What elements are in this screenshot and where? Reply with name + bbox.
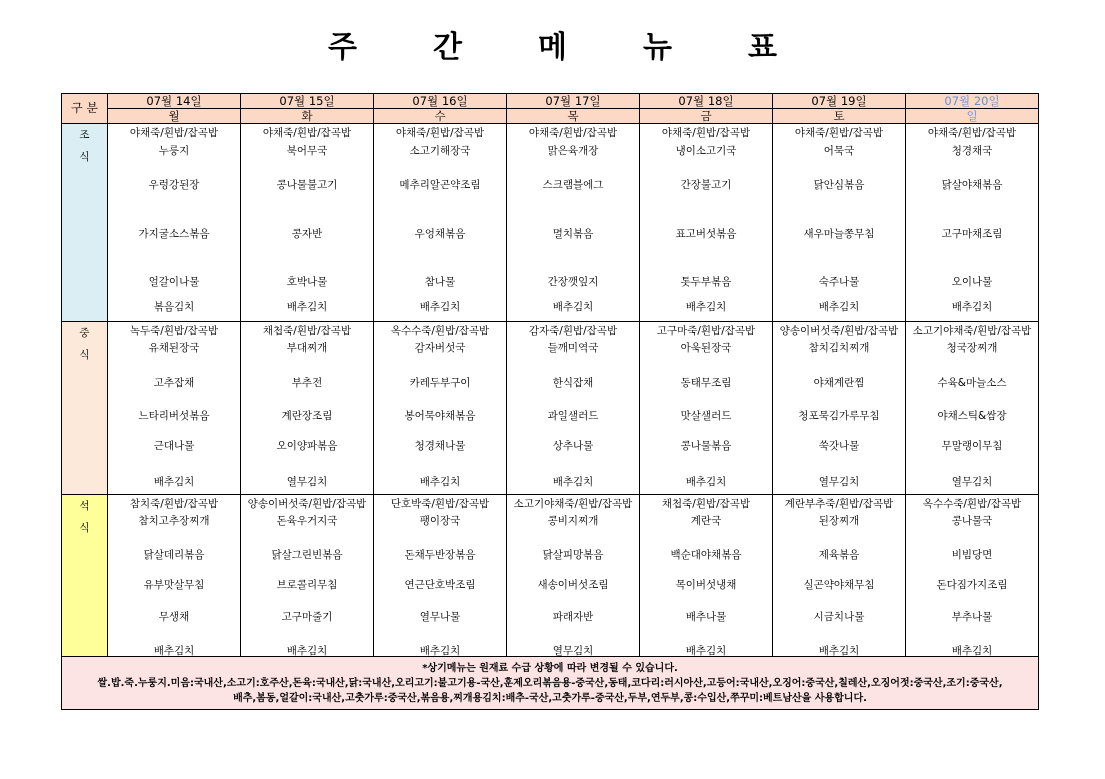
menu-item: 과일샐러드 — [547, 410, 599, 422]
menu-item: 배추김치 — [685, 645, 727, 657]
menu-item: 팽이장국 — [419, 515, 461, 527]
menu-item: 배추김치 — [951, 301, 993, 313]
menu-item: 콩자반 — [291, 228, 323, 240]
title-char: 주 — [328, 30, 358, 65]
menu-item: 얼갈이나물 — [148, 276, 200, 288]
menu-item: 닭살야채볶음 — [941, 179, 1003, 191]
menu-item: 근대나물 — [153, 440, 195, 452]
menu-cell — [241, 124, 374, 322]
day-header — [241, 94, 374, 124]
menu-item: 실곤약야채무침 — [803, 579, 875, 591]
menu-item: 새우마늘쫑무침 — [803, 228, 875, 240]
notice-line: *상기메뉴는 원재료 수급 상황에 따라 변경될 수 있습니다. — [422, 662, 678, 674]
menu-item: 참치죽/흰밥/잡곡밥 — [129, 498, 219, 510]
menu-item: 닭안심볶음 — [813, 179, 865, 191]
menu-item: 감자버섯국 — [414, 342, 466, 354]
menu-item: 배추김치 — [818, 645, 860, 657]
menu-item: 열무김치 — [951, 476, 993, 488]
menu-item: 돈다짐가지조림 — [936, 579, 1008, 591]
menu-item: 소고기야채죽/흰밥/잡곡밥 — [513, 498, 633, 510]
menu-cell — [640, 124, 773, 322]
menu-item: 목이버섯냉채 — [675, 579, 737, 591]
menu-item: 배추김치 — [552, 301, 594, 313]
menu-item: 봉어묵야채볶음 — [404, 410, 476, 422]
menu-item: 고구마채조림 — [941, 228, 1003, 240]
menu-item: 닭살그린빈볶음 — [271, 549, 343, 561]
meal-label — [62, 322, 108, 495]
meal-label-char: 석 — [79, 500, 90, 512]
menu-item: 쑥갓나물 — [818, 440, 860, 452]
menu-item: 청경채국 — [951, 145, 993, 157]
menu-item: 맛살샐러드 — [680, 410, 732, 422]
menu-item: 배추김치 — [153, 476, 195, 488]
header-row — [62, 94, 1039, 124]
title-char: 간 — [433, 30, 462, 65]
breakfast-row — [62, 124, 1039, 322]
menu-item: 부대찌개 — [286, 342, 328, 354]
day-header — [108, 94, 241, 124]
date-label: 07월 18일 — [640, 94, 772, 109]
date-label: 07월 19일 — [773, 94, 905, 109]
menu-cell — [773, 495, 906, 657]
menu-item: 소고기해장국 — [409, 145, 471, 157]
date-label: 07월 14일 — [108, 94, 240, 109]
notice-cell — [62, 657, 1039, 710]
menu-item: 야채죽/흰밥/잡곡밥 — [129, 127, 219, 139]
menu-item: 야채죽/흰밥/잡곡밥 — [661, 127, 751, 139]
menu-item: 녹두죽/흰밥/잡곡밥 — [129, 325, 219, 337]
menu-item: 야채죽/흰밥/잡곡밥 — [927, 127, 1017, 139]
menu-item: 청국장찌개 — [946, 342, 998, 354]
menu-item: 양송이버섯죽/흰밥/잡곡밥 — [779, 325, 899, 337]
menu-item: 콩나물볶음 — [680, 440, 732, 452]
menu-item: 표고버섯볶음 — [675, 228, 737, 240]
menu-item: 청경채나물 — [414, 440, 466, 452]
weekday-label: 토 — [833, 109, 845, 123]
menu-item: 파래자반 — [552, 611, 594, 623]
menu-item: 새송이버섯조림 — [537, 579, 609, 591]
menu-cell — [108, 322, 241, 495]
menu-item: 동태무조림 — [680, 377, 732, 389]
menu-cell — [374, 124, 507, 322]
day-header — [507, 94, 640, 124]
menu-item: 메추리알곤약조림 — [399, 179, 481, 191]
menu-cell — [241, 322, 374, 495]
menu-item: 들깨미역국 — [547, 342, 599, 354]
menu-item: 야채죽/흰밥/잡곡밥 — [528, 127, 618, 139]
menu-cell — [507, 495, 640, 657]
menu-item: 참치고추장찌개 — [138, 515, 210, 527]
weekday-label: 목 — [567, 109, 579, 123]
lunch-row — [62, 322, 1039, 495]
menu-item: 배추김치 — [419, 645, 461, 657]
page-title — [0, 22, 1105, 66]
day-header — [773, 94, 906, 124]
menu-item: 닭살데리볶음 — [143, 549, 205, 561]
menu-item: 유부맛살무침 — [143, 579, 205, 591]
menu-item: 누룽지 — [158, 145, 190, 157]
menu-item: 상추나물 — [552, 440, 594, 452]
meal-label-char: 식 — [79, 151, 90, 163]
menu-item: 청포묵김가루무침 — [798, 410, 880, 422]
menu-item: 열무김치 — [818, 476, 860, 488]
menu-item: 브로콜리무침 — [276, 579, 338, 591]
meal-label-char: 중 — [79, 327, 90, 339]
menu-item: 맑은육개장 — [547, 145, 599, 157]
menu-item: 느타리버섯볶음 — [138, 410, 210, 422]
gubun-header: 구 분 — [62, 94, 108, 124]
day-header — [906, 94, 1039, 124]
meal-label-char: 조 — [79, 129, 90, 141]
footer-row — [62, 657, 1039, 710]
menu-item: 야채스틱&쌈장 — [937, 410, 1007, 422]
title-char: 표 — [747, 30, 777, 65]
menu-item: 우렁강된장 — [148, 179, 200, 191]
menu-item: 된장찌개 — [818, 515, 860, 527]
menu-cell — [906, 322, 1039, 495]
menu-cell — [374, 495, 507, 657]
menu-cell — [108, 124, 241, 322]
menu-item: 참치김치찌개 — [808, 342, 870, 354]
menu-item: 열무김치 — [286, 476, 328, 488]
menu-item: 배추김치 — [685, 476, 727, 488]
menu-item: 간장불고기 — [680, 179, 732, 191]
menu-item: 배추김치 — [818, 301, 860, 313]
menu-item: 배추김치 — [419, 476, 461, 488]
menu-item: 북어무국 — [286, 145, 328, 157]
menu-item: 야채죽/흰밥/잡곡밥 — [794, 127, 884, 139]
menu-item: 연근단호박조림 — [404, 579, 476, 591]
origin-line: 쌀.밥.죽.누룽지.미음:국내산,소고기:호주산,돈육:국내산,닭:국내산,오리고기:불고기용-국산,훈제오리볶음용-중국산,동태,코다리:러시아산,고등어:국내산,오징어:중국산,칠레산,오징어젓:중국산,조기:중국산, — [97, 677, 1003, 689]
menu-item: 멸치볶음 — [552, 228, 594, 240]
meal-label — [62, 124, 108, 322]
menu-item: 수육&마늘소스 — [937, 377, 1007, 389]
menu-item: 무생채 — [158, 611, 190, 623]
menu-cell — [241, 495, 374, 657]
menu-item: 계란부추죽/흰밥/잡곡밥 — [784, 498, 894, 510]
weekday-label: 수 — [434, 109, 446, 123]
menu-item: 돈채두반장볶음 — [404, 549, 476, 561]
weekday-label: 화 — [301, 109, 313, 123]
menu-item: 옥수수죽/흰밥/잡곡밥 — [390, 325, 490, 337]
menu-item: 채첩죽/흰밥/잡곡밥 — [262, 325, 352, 337]
menu-item: 콩나물불고기 — [276, 179, 338, 191]
meal-label-char: 식 — [79, 349, 90, 361]
menu-item: 유채된장국 — [148, 342, 200, 354]
menu-item: 시금치나물 — [813, 611, 865, 623]
weekly-menu-table — [61, 93, 1039, 710]
menu-item: 냉이소고기국 — [675, 145, 737, 157]
menu-item: 계란장조림 — [281, 410, 333, 422]
menu-item: 배추김치 — [685, 301, 727, 313]
menu-item: 비빔당면 — [951, 549, 993, 561]
menu-item: 부추나물 — [951, 611, 993, 623]
menu-item: 고추잡채 — [153, 377, 195, 389]
menu-cell — [507, 322, 640, 495]
menu-item: 닭살피망볶음 — [542, 549, 604, 561]
menu-item: 카레두부구이 — [409, 377, 471, 389]
menu-item: 야채죽/흰밥/잡곡밥 — [262, 127, 352, 139]
menu-item: 콩나물국 — [951, 515, 993, 527]
menu-cell — [640, 322, 773, 495]
menu-item: 가지굴소스볶음 — [138, 228, 210, 240]
menu-item: 볶음김치 — [153, 301, 195, 313]
menu-item: 옥수수죽/흰밥/잡곡밥 — [922, 498, 1022, 510]
weekday-label: 금 — [700, 109, 712, 123]
menu-cell — [773, 124, 906, 322]
meal-label — [62, 495, 108, 657]
day-header — [640, 94, 773, 124]
title-char: 뉴 — [642, 30, 672, 65]
title-char: 메 — [538, 30, 567, 65]
menu-item: 제육볶음 — [818, 549, 860, 561]
menu-cell — [507, 124, 640, 322]
weekday-label: 월 — [168, 109, 180, 123]
dinner-row — [62, 495, 1039, 657]
menu-item: 단호박죽/흰밥/잡곡밥 — [390, 498, 490, 510]
menu-item: 참나물 — [424, 276, 456, 288]
menu-item: 배추김치 — [951, 645, 993, 657]
menu-item: 오이나물 — [951, 276, 993, 288]
menu-item: 채첩죽/흰밥/잡곡밥 — [661, 498, 751, 510]
menu-item: 오이양파볶음 — [276, 440, 338, 452]
menu-item: 숙주나물 — [818, 276, 860, 288]
menu-item: 스크램블에그 — [542, 179, 604, 191]
menu-item: 고구마죽/흰밥/잡곡밥 — [656, 325, 756, 337]
date-label: 07월 20일 — [906, 94, 1038, 109]
day-header — [374, 94, 507, 124]
menu-item: 어묵국 — [823, 145, 855, 157]
menu-item: 아욱된장국 — [680, 342, 732, 354]
menu-item: 톳두부볶음 — [680, 276, 732, 288]
menu-cell — [374, 322, 507, 495]
menu-item: 콩비지찌개 — [547, 515, 599, 527]
menu-item: 배추김치 — [552, 476, 594, 488]
menu-item: 간장깻잎지 — [547, 276, 599, 288]
menu-item: 야채죽/흰밥/잡곡밥 — [395, 127, 485, 139]
menu-item: 우엉채볶음 — [414, 228, 466, 240]
menu-item: 열무나물 — [419, 611, 461, 623]
menu-cell — [906, 124, 1039, 322]
menu-cell — [640, 495, 773, 657]
menu-item: 소고기야채죽/흰밥/잡곡밥 — [912, 325, 1032, 337]
menu-item: 감자죽/흰밥/잡곡밥 — [528, 325, 618, 337]
menu-item: 백순대야채볶음 — [670, 549, 742, 561]
date-label: 07월 16일 — [374, 94, 506, 109]
menu-cell — [108, 495, 241, 657]
menu-item: 배추나물 — [685, 611, 727, 623]
menu-item: 고구마줄기 — [281, 611, 333, 623]
menu-item: 열무김치 — [552, 645, 594, 657]
menu-cell — [906, 495, 1039, 657]
menu-cell — [773, 322, 906, 495]
menu-item: 무말랭이무침 — [941, 440, 1003, 452]
menu-item: 배추김치 — [419, 301, 461, 313]
origin-line: 배추,봄동,얼갈이:국내산,고춧가루:중국산,볶음용,찌개용김치:배추-국산,고춧가루-중국산,두부,연두부,콩:수입산,쭈꾸미:베트남산을 사용합니다. — [233, 692, 867, 704]
menu-item: 한식잡채 — [552, 377, 594, 389]
date-label: 07월 15일 — [241, 94, 373, 109]
meal-label-char: 식 — [79, 522, 90, 534]
menu-item: 돈육우거지국 — [276, 515, 338, 527]
menu-item: 야채계란찜 — [813, 377, 865, 389]
menu-item: 양송이버섯죽/흰밥/잡곡밥 — [247, 498, 367, 510]
menu-item: 배추김치 — [286, 301, 328, 313]
menu-item: 부추전 — [291, 377, 323, 389]
menu-item: 호박나물 — [286, 276, 328, 288]
menu-item: 배추김치 — [286, 645, 328, 657]
menu-item: 계란국 — [690, 515, 722, 527]
weekday-label: 일 — [966, 109, 978, 123]
menu-item: 배추김치 — [153, 645, 195, 657]
date-label: 07월 17일 — [507, 94, 639, 109]
